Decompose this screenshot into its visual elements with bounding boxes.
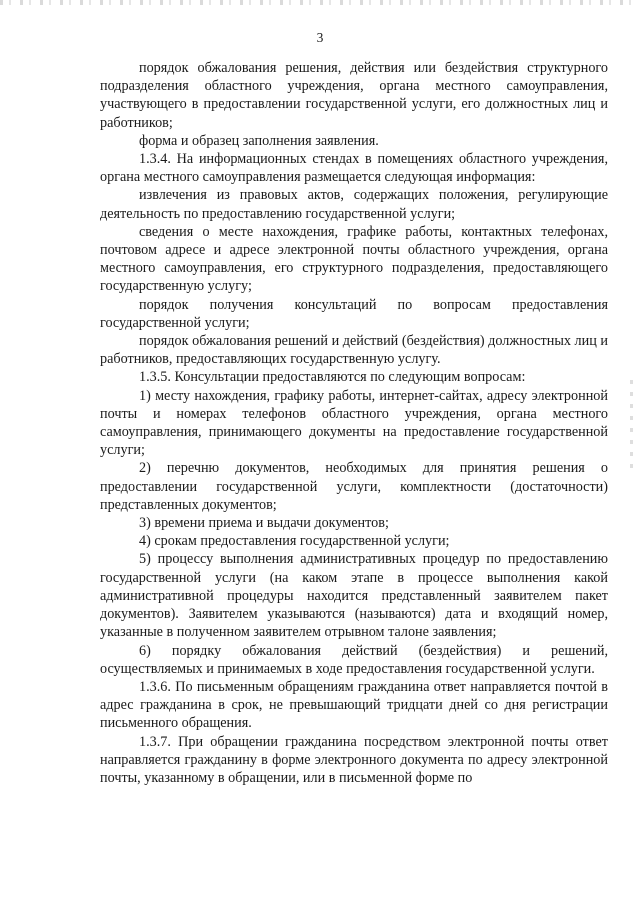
paragraph: порядок обжалования решения, действия или бездействия структурного подразделения областного учреждения, органа местного самоуправления, участвующего в предоставлении государственной услуги, его должностных лиц и работников;	[100, 60, 608, 131]
paragraph: 5) процессу выполнения административных процедур по предоставлению государственной услуги (на каком этапе в процессе выполнения какой административной процедуры находится представленный заявителем пакет документов). Заявителем указываются (называются) дата и входящий номер, указанные в полученном заявителем отрывном талоне заявления;	[100, 551, 608, 641]
paragraph: 3) времени приема и выдачи документов;	[139, 515, 389, 532]
paragraph: 1.3.5. Консультации предоставляются по следующим вопросам:	[139, 369, 526, 386]
paragraph: 6) порядку обжалования действий (бездействия) и решений, осуществляемых и принимаемых в ходе предоставления государственной услуги.	[100, 642, 608, 677]
paragraph: 4) срокам предоставления государственной услуги;	[139, 533, 450, 550]
paragraph: 1.3.6. По письменным обращениям гражданина ответ направляется почтой в адрес гражданина в срок, не превышающий тридцати дней со дня регистрации письменного обращения.	[100, 678, 608, 732]
paragraph: порядок получения консультаций по вопросам предоставления государственной услуги;	[100, 296, 608, 331]
paragraph: порядок обжалования решений и действий (бездействия) должностных лиц и работников, предоставляющих государственную услугу.	[100, 333, 608, 368]
paragraph: 1.3.7. При обращении гражданина посредством электронной почты ответ направляется гражданину в форме электронного документа по адресу электронной почты, указанному в обращении, или в письменной форме по	[100, 733, 608, 786]
paragraph: 1) месту нахождения, графику работы, интернет-сайтах, адресу электронной почты и номерах телефонов областного учреждения, органа местного самоуправления, принимающего документы на предоставление государственной услуги;	[100, 387, 608, 459]
paragraph: 2) перечню документов, необходимых для принятия решения о предоставлении государственной услуги, комплектности (достаточности) представленных документов;	[100, 460, 608, 513]
paragraph: 1.3.4. На информационных стендах в помещениях областного учреждения, органа местного самоуправления размещается следующая информация:	[100, 151, 608, 186]
paragraph: сведения о месте нахождения, графике работы, контактных телефонах, почтовом адресе и адресе электронной почты областного учреждения, органа местного самоуправления, его структурного подразделения, предоставляющего государственную услугу;	[100, 223, 608, 295]
page-number: 3	[316, 30, 324, 45]
scan-artifact-right	[630, 380, 633, 470]
document-body	[100, 59, 608, 787]
scan-artifact-top	[0, 0, 640, 5]
paragraph: извлечения из правовых актов, содержащих положения, регулирующие деятельность по предоставлению государственной услуги;	[100, 187, 608, 222]
paragraph: форма и образец заполнения заявления.	[139, 132, 379, 149]
